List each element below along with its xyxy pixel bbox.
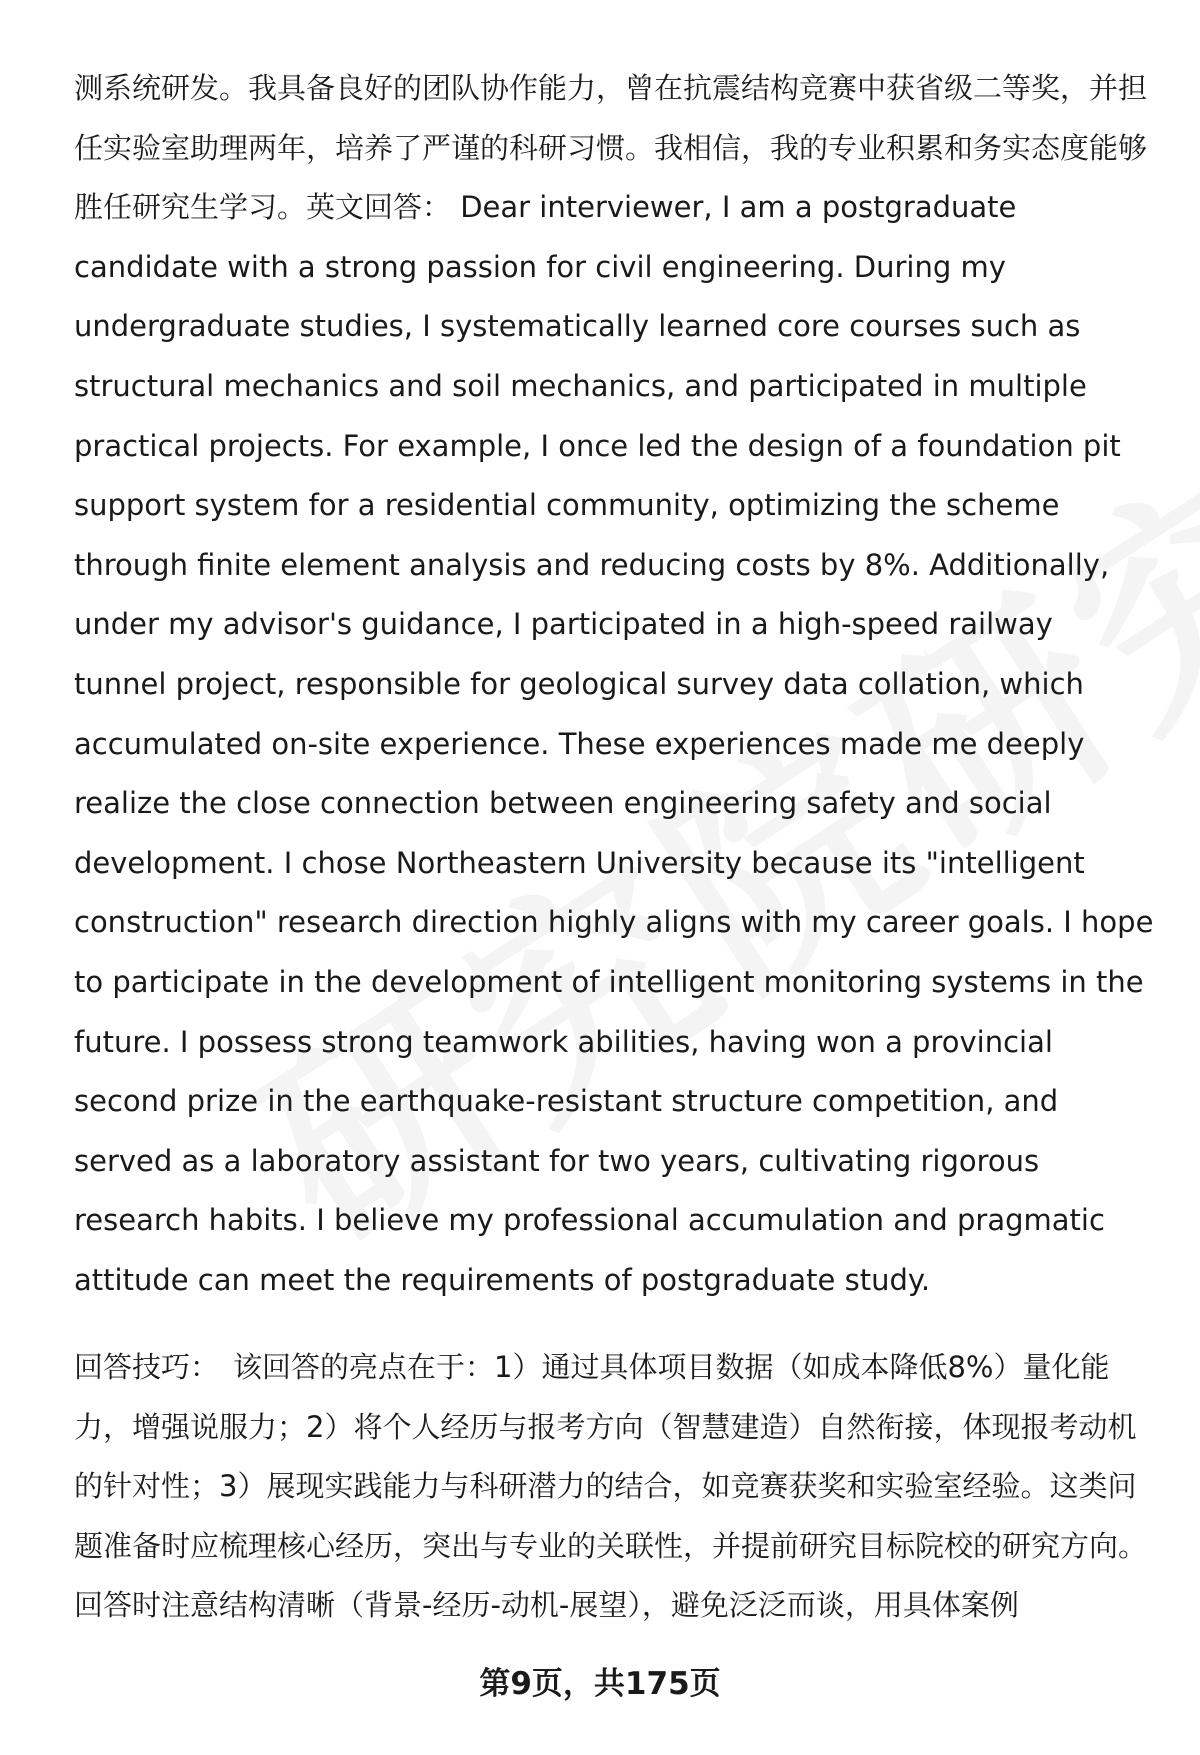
answer-paragraph: 测系统研发。我具备良好的团队协作能力，曾在抗震结构竞赛中获省级二等奖，并担任实验室助理两年，培养了严谨的科研习惯。我相信，我的专业积累和务实态度能够胜任研究生学习。英文回答： Dear interviewer, I am a postgraduate candidate with a strong passion for civil engineering. During my undergraduate studies, I systematically learned core courses such as structural mechanics and soil mechanics, and participated in multiple practical projects. For example, I once led the design of a foundation pit support system for a residential community, optimizing the scheme through finite element analysis and reducing costs by 8%. Additionally, under my advisor's guidance, I participated in a high-speed railway tunnel project, responsible for geological survey data collation, which accumulated on-site experience. These experiences made me deeply realize the close connection between engineering safety and social development. I chose Northeastern University because its "intelligent construction" research direction highly aligns with my career goals. I hope to participate in the development of intelligent monitoring systems in the future. I possess strong teamwork abilities, having won a provincial second prize in the earthquake-resistant structure competition, and served as a laboratory assistant for two years, cultivating rigorous research habits. I believe my professional accumulation and pragmatic attitude can meet the requirements of postgraduate study. [74, 71, 1154, 1297]
tips-label: 回答技巧： [74, 1350, 220, 1384]
tips-text: 该回答的亮点在于：1）通过具体项目数据（如成本降低8%）量化能力，增强说服力；2）将个人经历与报考方向（智慧建造）自然衔接，体现报考动机的针对性；3）展现实践能力与科研潜力的结合，如竞赛获奖和实验室经验。这类问题准备时应梳理核心经历，突出与专业的关联性，并提前研究目标院校的研究方向。回答时注意结构清晰（背景-经历-动机-展望），避免泛泛而谈，用具体案例 [74, 1350, 1148, 1623]
page-number: 第9页，共175页 [479, 1666, 721, 1702]
tips-paragraph [74, 1338, 1154, 1636]
